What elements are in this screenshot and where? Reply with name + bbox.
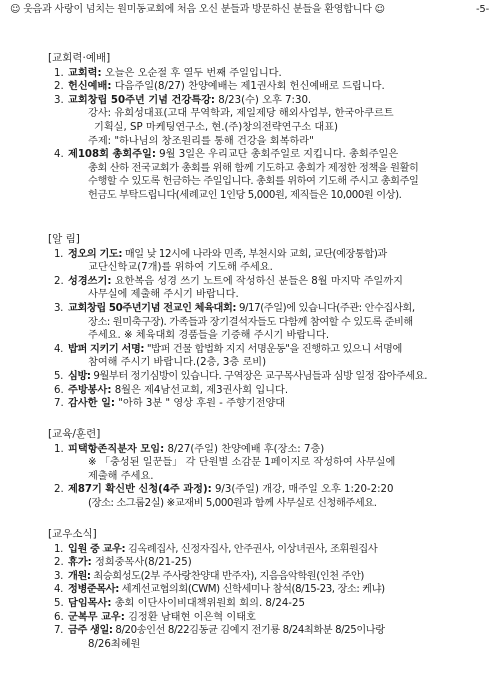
list-item-continuation: (장소: 소그룹2실) ※교재비 5,000원과 함께 사무실로 신청해주세요.: [88, 497, 377, 509]
list-item-continuation: 주세요. ※ 체육대회 경품들을 기증해 주시기 바랍니다.: [88, 330, 330, 342]
page-number: -5-: [476, 4, 489, 15]
list-item: 7. 감사한 일: "아하 3분 " 영상 후원 - 주향기전양대: [54, 398, 286, 410]
list-item: 1. 입원 중 교우: 김옥례집사, 신정자집사, 안주권사, 이상녀권사, 조휘원집사: [54, 543, 378, 555]
section-worship: [48, 52, 479, 203]
list-item: 3. 개원: 최승희성도(2부 주사랑찬양대 반주자), 지음음악학원(인천 주안): [54, 570, 364, 582]
list-item: 5. 담임목사: 총회 이단사이비대책위원회 회의. 8/24-25: [54, 597, 305, 609]
section-notices: [48, 233, 479, 411]
list-item-continuation: 주제: "하나님의 창조원리를 통해 건강을 회복하라": [88, 135, 314, 147]
list-item-continuation: 장소: 원미축구장). 가족들과 장기결석자들도 다함께 참여할 수 있도록 준비해: [88, 316, 413, 328]
list-item: 5. 심방: 9월부터 정기심방이 있습니다. 구역장은 교구목사님들과 심방 일정 잡아주세요.: [54, 370, 428, 382]
list-item-continuation: 교단신학교(7개)를 위하여 기도해 주세요.: [88, 262, 273, 274]
section-members: [48, 528, 479, 651]
section-education: [48, 428, 479, 511]
list-item: 6. 군복무 교우: 김정환 남태현 이은혁 이태호: [54, 611, 256, 623]
section-title: [교육/훈련]: [48, 428, 101, 440]
list-item-continuation: 제출해 주세요.: [88, 470, 154, 482]
list-item-continuation: 기획실, SP 마케팅연구소, 현.(주)창의전략연구소 대표): [94, 121, 339, 133]
list-item: 3. 교회창립 50주년기념 전교인 체육대회: 9/17(주일)에 있습니다(주관: 안수집사회,: [54, 302, 415, 314]
list-item-continuation: 헌금도 부탁드립니다(세례교인 1인당 5,000원, 제직들은 10,000원 이상).: [88, 189, 402, 201]
list-item-continuation: 수행할 수 있도록 헌금하는 주일입니다. 총회를 위하여 기도해 주시고 총회주일: [88, 176, 419, 188]
list-item: 1. 피택항존직분자 모임: 8/27(주일) 찬양예배 후(장소: 7층): [54, 443, 325, 455]
list-item-continuation: 강사: 유희성대표(고대 무역학과, 제일제당 해외사업부, 한국아쿠르트: [88, 108, 394, 120]
section-title: [알 림]: [48, 233, 80, 245]
list-item: 4. 정병준목사: 세계선교협의회(CWM) 신학세미나 참석(8/15-23, 장소: 케냐): [54, 584, 385, 596]
page-header: [10, 3, 489, 21]
section-title: [교회력·예배]: [48, 52, 111, 64]
welcome-message: ☺ 웃음과 사랑이 넘치는 원미동교회에 처음 오신 분들과 방문하신 분들을 환영합니다 ☺: [10, 4, 385, 15]
list-item: 1. 정오의 기도: 매일 낮 12시에 나라와 민족, 부천시와 교회, 교단(예장통합)과: [54, 248, 387, 260]
list-item: 6. 주방봉사: 8월은 제4남선교회, 제3권사회 입니다.: [54, 384, 289, 396]
list-item-continuation: 참여해 주시기 바랍니다.(2층, 3층 로비): [88, 357, 267, 369]
list-item: 2. 휴가: 정희중목사(8/21-25): [54, 557, 192, 569]
list-item-continuation: 사무실에 제출해 주시기 바랍니다.: [88, 289, 239, 301]
list-item: 4. 밥퍼 지키기 서명: "밥퍼 건물 합법화 지지 서명운동"을 진행하고 있으니 서명에: [54, 343, 402, 355]
list-item: 1. 교회력: 오늘은 오순절 후 열두 번째 주일입니다.: [54, 67, 282, 79]
list-item-continuation: 8/26최혜원: [88, 638, 141, 650]
list-item-continuation: 총회 산하 전국교회가 총회를 위해 함께 기도하고 총회가 제정한 정책을 원활히: [88, 162, 419, 174]
list-item: 3. 교회창립 50주년 기념 건강특강: 8/23(수) 오후 7:30.: [54, 94, 312, 106]
section-title: [교우소식]: [48, 528, 97, 540]
list-item: 2. 성경쓰기: 요한복음 성경 쓰기 노트에 작성하신 분들은 8월 마지막 주일까지: [54, 275, 403, 287]
list-item: 7. 금주 생일: 8/20송인선 8/22김동균 김예지 전기룡 8/24최화분 8/25이나랑: [54, 625, 385, 637]
list-item: 2. 헌신예배: 다음주일(8/27) 찬양예배는 제1권사회 헌신예배로 드립니다.: [54, 81, 385, 93]
list-item-note: ※ 「충성된 일꾼들」 각 단원별 소감문 1페이지로 작성하여 사무실에: [88, 457, 396, 469]
list-item: 2. 제87기 확신반 신청(4주 과정): 9/3(주일) 개강, 매주일 오후 1:20-2:20: [54, 484, 394, 496]
list-item: 4. 제108회 총회주일: 9월 3일은 우리교단 총회주일로 지킵니다. 총회주일은: [54, 149, 399, 161]
